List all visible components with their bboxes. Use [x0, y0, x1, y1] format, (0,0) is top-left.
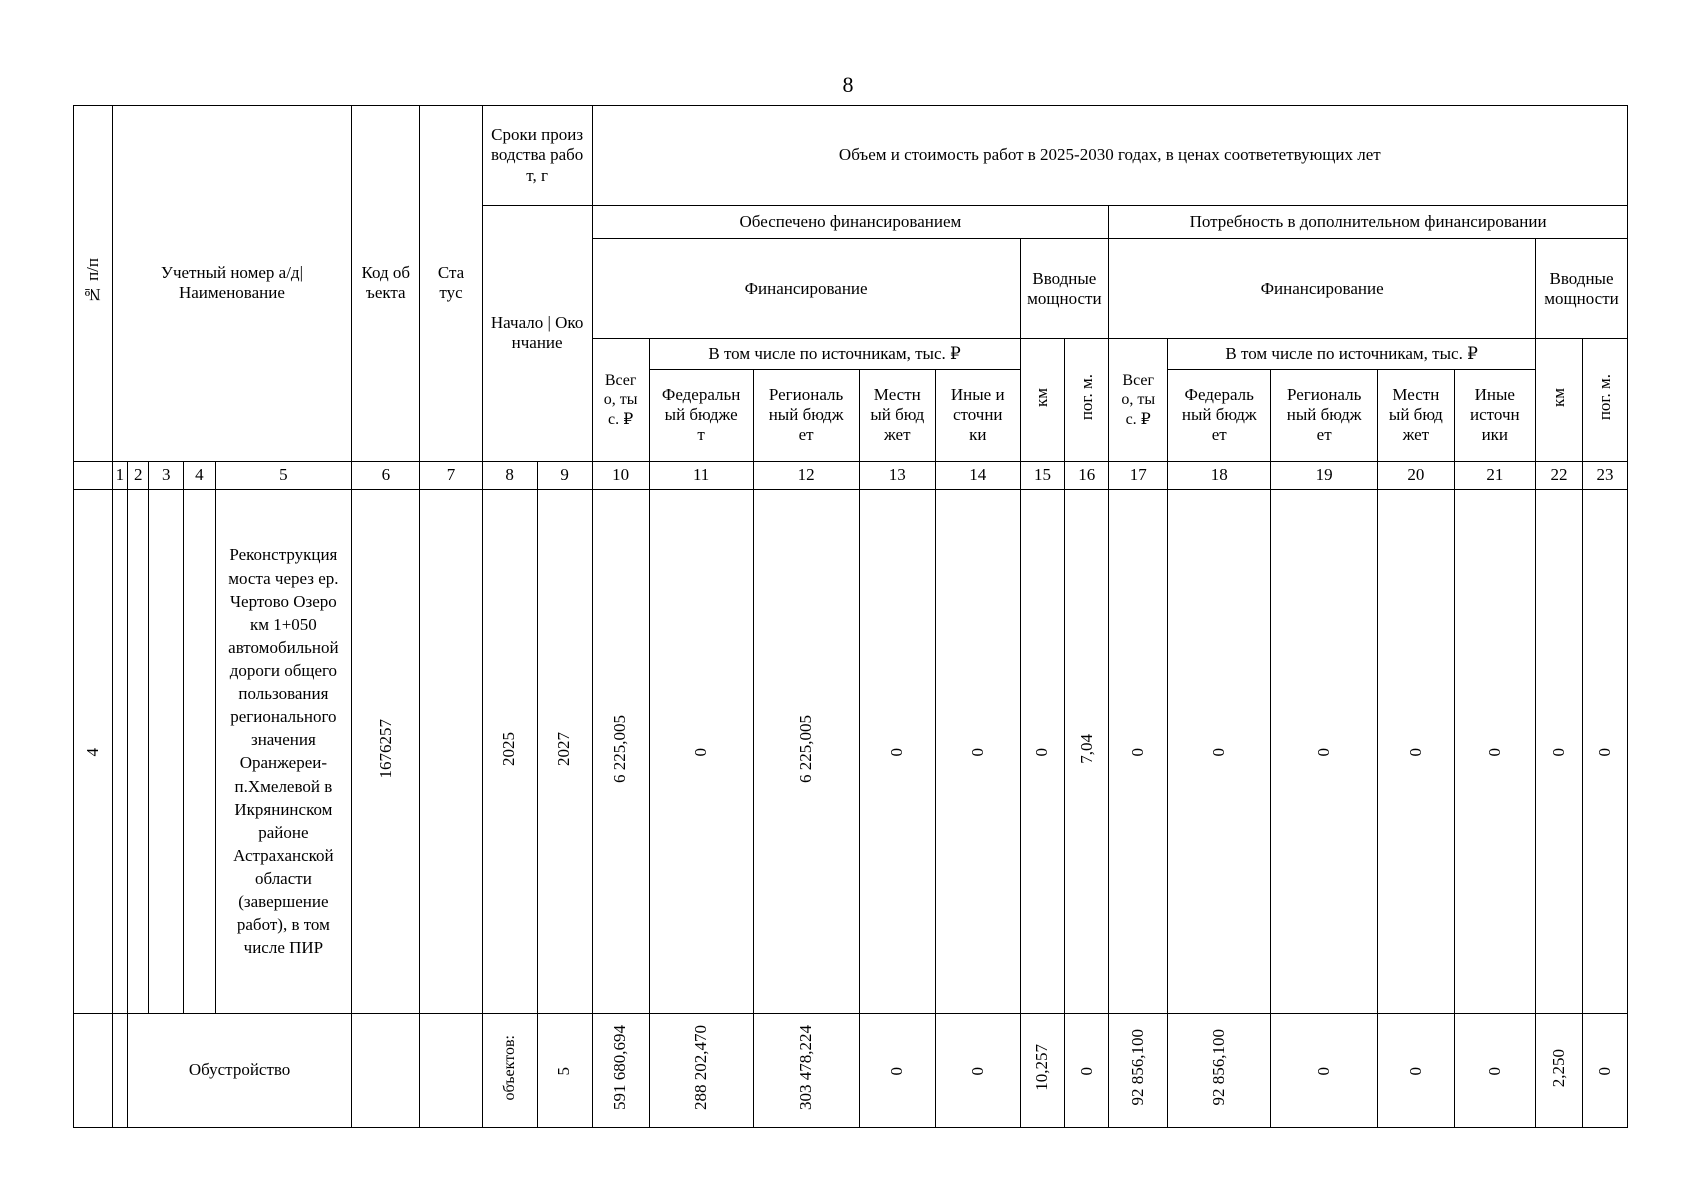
column-number: 4 — [184, 461, 216, 490]
summary-need-total: 92 856,100 — [1109, 1013, 1168, 1127]
row-need-pog-m: 0 — [1582, 490, 1627, 1014]
header-financing-provided: Финансирование — [592, 239, 1020, 339]
summary-total: 591 680,694 — [592, 1013, 649, 1127]
header-total-need: Всего, тыс. ₽ — [1109, 339, 1168, 461]
column-number: 11 — [649, 461, 753, 490]
row-code: 1676257 — [352, 490, 420, 1014]
column-number: 19 — [1271, 461, 1378, 490]
empty-cell — [128, 490, 149, 1014]
row-need-local: 0 — [1378, 490, 1454, 1014]
row-num: 4 — [74, 490, 113, 1014]
column-number: 13 — [859, 461, 935, 490]
column-number: 6 — [352, 461, 420, 490]
summary-objects-label: объектов: — [482, 1013, 537, 1127]
summary-need-regional: 0 — [1271, 1013, 1378, 1127]
header-capacity-provided: Вводные мощности — [1020, 239, 1109, 339]
row-status — [420, 490, 482, 1014]
summary-need-federal: 92 856,100 — [1168, 1013, 1271, 1127]
column-number: 7 — [420, 461, 482, 490]
row-local: 0 — [859, 490, 935, 1014]
column-number: 23 — [1582, 461, 1627, 490]
column-number: 16 — [1065, 461, 1109, 490]
column-number: 3 — [149, 461, 184, 490]
row-end: 2027 — [537, 490, 592, 1014]
column-number: 12 — [753, 461, 859, 490]
column-number-blank — [74, 461, 113, 490]
header-terms: Сроки производства работ, г — [482, 106, 592, 206]
summary-row — [74, 1013, 1628, 1127]
row-other: 0 — [935, 490, 1020, 1014]
empty-cell — [74, 1013, 113, 1127]
header-provided: Обеспечено финансированием — [592, 205, 1109, 239]
header-status: Статус — [420, 106, 482, 462]
column-number: 15 — [1020, 461, 1065, 490]
empty-cell — [149, 490, 184, 1014]
header-federal-provided: Федеральный бюджет — [649, 369, 753, 461]
summary-objects-count: 5 — [537, 1013, 592, 1127]
column-number: 10 — [592, 461, 649, 490]
table-row — [74, 490, 1628, 1014]
row-km: 0 — [1020, 490, 1065, 1014]
header-sources-provided: В том числе по источникам, тыс. ₽ — [649, 339, 1020, 370]
header-name: Учетный номер а/д| Наименование — [112, 106, 351, 462]
header-start-end: Начало | Окончание — [482, 205, 592, 461]
summary-code — [352, 1013, 420, 1127]
header-federal-need: Федеральный бюджет — [1168, 369, 1271, 461]
summary-need-local: 0 — [1378, 1013, 1454, 1127]
row-name: Реконструкция моста через ер. Чертово Озеро км 1+050 автомобильной дороги общего пользования регионального значения Оранжереи-п.Хмелевой в Икрянинском районе Астраханской области (завершение работ), в том числе ПИР — [215, 490, 352, 1014]
summary-status — [420, 1013, 482, 1127]
summary-regional: 303 478,224 — [753, 1013, 859, 1127]
header-other-provided: Иные источники — [935, 369, 1020, 461]
column-number: 18 — [1168, 461, 1271, 490]
summary-pog-m: 0 — [1065, 1013, 1109, 1127]
row-federal: 0 — [649, 490, 753, 1014]
empty-cell — [184, 490, 216, 1014]
header-need: Потребность в дополнительном финансировании — [1109, 205, 1628, 239]
header-km-provided: км — [1020, 339, 1065, 461]
page-number: 8 — [842, 72, 854, 97]
row-start: 2025 — [482, 490, 537, 1014]
column-number: 5 — [215, 461, 352, 490]
summary-need-km: 2,250 — [1536, 1013, 1583, 1127]
column-number: 20 — [1378, 461, 1454, 490]
header-km-need: км — [1536, 339, 1583, 461]
column-number: 21 — [1454, 461, 1536, 490]
row-regional: 6 225,005 — [753, 490, 859, 1014]
summary-need-pog-m: 0 — [1582, 1013, 1627, 1127]
header-volume: Объем и стоимость работ в 2025-2030 годах, в ценах соответетвующих лет — [592, 106, 1627, 206]
header-regional-provided: Региональный бюджет — [753, 369, 859, 461]
summary-need-other: 0 — [1454, 1013, 1536, 1127]
empty-cell — [112, 1013, 127, 1127]
summary-federal: 288 202,470 — [649, 1013, 753, 1127]
summary-km: 10,257 — [1020, 1013, 1065, 1127]
header-sources-need: В том числе по источникам, тыс. ₽ — [1168, 339, 1536, 370]
column-number: 14 — [935, 461, 1020, 490]
header-local-need: Местный бюджет — [1378, 369, 1454, 461]
empty-cell — [112, 490, 127, 1014]
header-pogm-provided: пог. м. — [1065, 339, 1109, 461]
funding-table — [73, 105, 1628, 1128]
row-total: 6 225,005 — [592, 490, 649, 1014]
header-code: Код объекта — [352, 106, 420, 462]
column-number: 1 — [112, 461, 127, 490]
column-number: 9 — [537, 461, 592, 490]
row-need-km: 0 — [1536, 490, 1583, 1014]
column-number: 22 — [1536, 461, 1583, 490]
header-other-need: Иные источники — [1454, 369, 1536, 461]
row-need-federal: 0 — [1168, 490, 1271, 1014]
column-number: 17 — [1109, 461, 1168, 490]
header-regional-need: Региональный бюджет — [1271, 369, 1378, 461]
header-num-pp: № п/п — [74, 106, 113, 462]
row-pog-m: 7,04 — [1065, 490, 1109, 1014]
summary-local: 0 — [859, 1013, 935, 1127]
header-local-provided: Местный бюджет — [859, 369, 935, 461]
summary-label: Обустройство — [128, 1013, 352, 1127]
header-total-provided: Всего, тыс. ₽ — [592, 339, 649, 461]
summary-other: 0 — [935, 1013, 1020, 1127]
column-number: 8 — [482, 461, 537, 490]
row-need-other: 0 — [1454, 490, 1536, 1014]
row-need-regional: 0 — [1271, 490, 1378, 1014]
header-capacity-need: Вводные мощности — [1536, 239, 1628, 339]
row-need-total: 0 — [1109, 490, 1168, 1014]
header-financing-need: Финансирование — [1109, 239, 1536, 339]
column-number: 2 — [128, 461, 149, 490]
header-pogm-need: пог. м. — [1582, 339, 1627, 461]
column-number-row — [74, 461, 1628, 490]
